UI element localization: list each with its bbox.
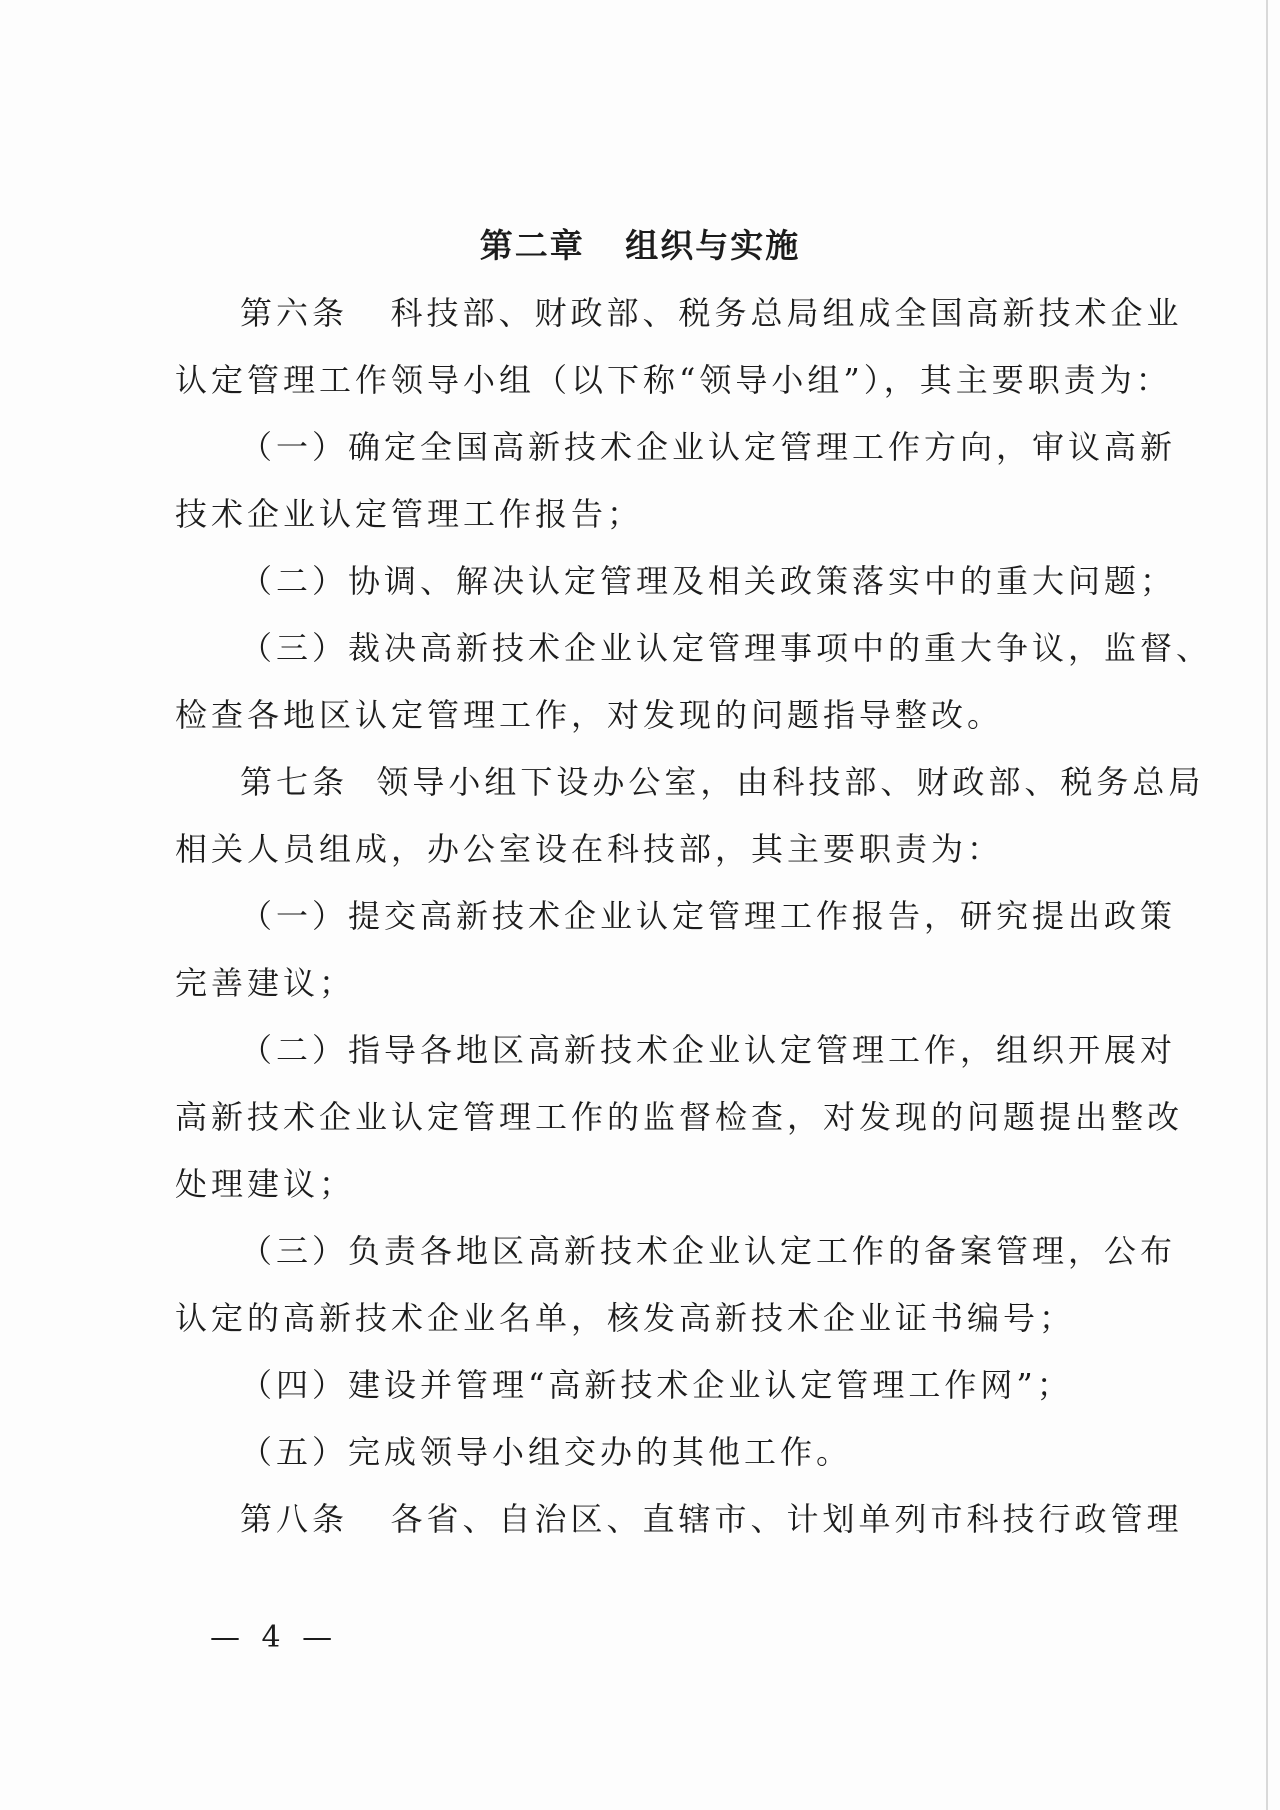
article-6-line-2: 认定管理工作领导小组（以下称“领导小组”），其主要职责为：	[175, 361, 1172, 399]
article-7-item-5: （五）完成领导小组交办的其他工作。	[240, 1433, 853, 1471]
chapter-title: 第二章 组织与实施	[479, 226, 801, 265]
article-7-item-1-line-2: 完善建议；	[175, 964, 356, 1002]
article-6-line-1: 第六条 科技部、财政部、税务总局组成全国高新技术企业	[240, 294, 1183, 332]
article-7-item-1-line-1: （一）提交高新技术企业认定管理工作报告，研究提出政策	[240, 897, 1177, 935]
article-8-line-1: 第八条 各省、自治区、直辖市、计划单列市科技行政管理	[240, 1500, 1183, 1538]
article-7-item-2-line-1: （二）指导各地区高新技术企业认定管理工作，组织开展对	[240, 1031, 1177, 1069]
article-7-item-3-line-2: 认定的高新技术企业名单，核发高新技术企业证书编号；	[175, 1299, 1076, 1337]
article-6-item-1-line-1: （一）确定全国高新技术企业认定管理工作方向，审议高新	[240, 428, 1177, 466]
article-7-line-2: 相关人员组成，办公室设在科技部，其主要职责为：	[175, 830, 1004, 868]
article-7-item-3-line-1: （三）负责各地区高新技术企业认定工作的备案管理，公布	[240, 1232, 1177, 1270]
article-7-item-4: （四）建设并管理“高新技术企业认定管理工作网”；	[240, 1366, 1073, 1404]
article-7-line-1: 第七条 领导小组下设办公室，由科技部、财政部、税务总局	[240, 763, 1205, 801]
article-7-item-2-line-3: 处理建议；	[175, 1165, 356, 1203]
page-number: — 4 —	[210, 1620, 339, 1655]
article-6-item-3-line-2: 检查各地区认定管理工作，对发现的问题指导整改。	[175, 696, 1004, 734]
article-6-item-2: （二）协调、解决认定管理及相关政策落实中的重大问题；	[240, 562, 1177, 600]
article-6-item-1-line-2: 技术企业认定管理工作报告；	[175, 495, 644, 533]
article-7-item-2-line-2: 高新技术企业认定管理工作的监督检查，对发现的问题提出整改	[175, 1098, 1184, 1136]
scan-edge-line	[1266, 0, 1268, 1810]
article-6-item-3-line-1: （三）裁决高新技术企业认定管理事项中的重大争议，监督、	[240, 629, 1213, 667]
